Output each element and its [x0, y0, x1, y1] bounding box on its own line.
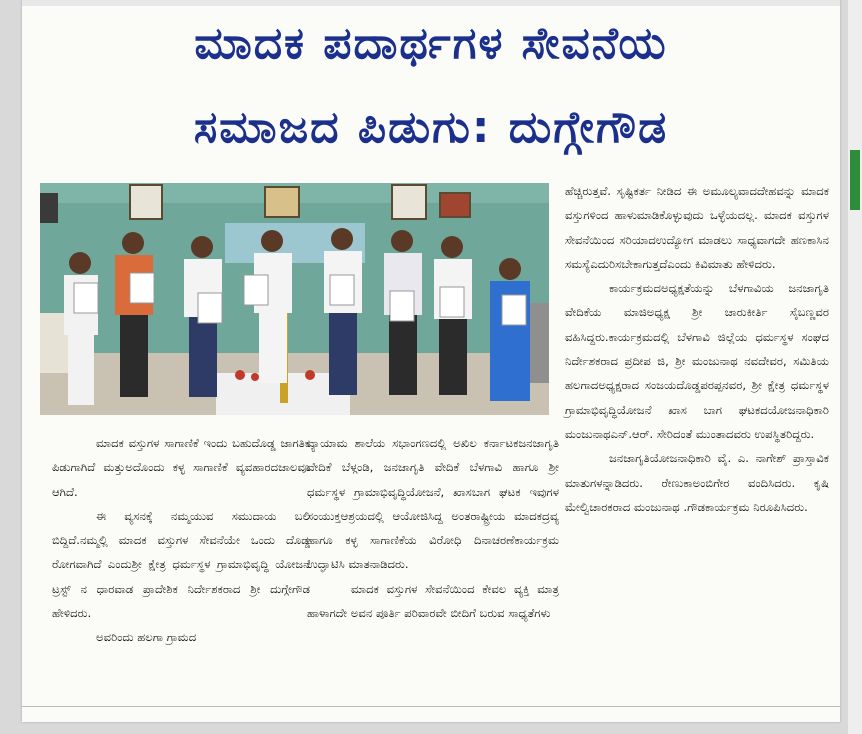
- headline-line-1: ಮಾದಕ ಪದಾರ್ಥಗಳ ಸೇವನೆಯ: [194, 18, 668, 69]
- col1-paragraph-1: ಮಾದಕ ವಸ್ತುಗಳ ಸಾಗಾಣಿಕೆ ಇಂದು ಬಹುದೊಡ್ಡ ಜಾಗತಿಕ ಪಿಡುಗಾಗಿದೆ ಮತ್ತುಅದೊಂದು ಕಳ್ಳ ಸಾಗಾಣಿಕೆ ವ್ಯವಹಾರದಜಾಲವೂ ಆಗಿದೆ.: [52, 436, 310, 499]
- wall-portrait-3: [392, 185, 426, 219]
- headline-line-2: ಸಮಾಜದ ಪಿಡುಗು: ದುಗ್ಗೇಗೌಡ: [193, 102, 669, 153]
- col3-paragraph-2: ಕಾರ್ಯಕ್ರಮದಅಧ್ಯಕ್ಷತೆಯನ್ನು ಬೆಳಗಾವಿಯ ಜನಜಾಗೃತಿ ವೇದಿಕೆಯ ಮಾಜಿಅಧ್ಯಕ್ಷ ಶ್ರೀ ಚಾರುಕೀರ್ತಿ ಸೈಬಣ್ಣವರ ವಹಿಸಿದ್ದರು.ಕಾರ್ಯಕ್ರಮದಲ್ಲಿ ಬೆಳಗಾವಿ ಜಿಲ್ಲೆಯ ಧರ್ಮಸ್ಥಳ ಸಂಘದ ನಿರ್ದೇಶಕರಾದ ಪ್ರದೀಪ ಜಿ, ಶ್ರೀ ಮಂಜುನಾಥ ನವದೇವರ, ಸಮಿತಿಯ ಹಲಗಾದಅಧ್ಯಕ್ಷರಾದ ಸಂಜಯದೊಡ್ಡಪರಪ್ಪನವರ, ಶ್ರೀ ಕ್ಷೇತ್ರ ಧರ್ಮಸ್ಥಳ ಗ್ರಾಮಾಭಿವೃದ್ಧಿಯೋಜನೆ ಖಾಸ ಬಾಗ ಘಟಕದಯೋಜನಾಧಿಕಾರಿ ಮಂಜುನಾಥಎನ್.ಆರ್. ಸೇರಿದಂತೆ ಮುಂತಾದವರು ಉಪಸ್ಥಿತರಿದ್ದರು.: [565, 281, 829, 441]
- col3-paragraph-1: ಹೆಚ್ಚಿರುತ್ತವೆ. ಸೃಷ್ಟಿಕರ್ತ ನೀಡಿದ ಈ ಅಮೂಲ್ಯವಾದದೇಹವನ್ನು ಮಾದಕ ವಸ್ತುಗಳಿಂದ ಹಾಳುಮಾಡಿಕೊಳ್ಳುವುದು ಒಳ್ಳೆಯದಲ್ಲ. ಮಾದಕ ವಸ್ತುಗಳ ಸೇವನೆಯಿಂದ ಸರಿಯಾದಉದ್ಯೋಗ ಮಾಡಲು ಸಾಧ್ಯವಾಗದೇ ಹಣಕಾಸಿನ ಸಮಸ್ಯೆಎದುರಿಸಬೇಕಾಗುತ್ತದೆಎಂದು ಕಿವಿಮಾತು ಹೇಳಿದರು.: [565, 184, 829, 271]
- col1-paragraph-3: ಅವರಿಂದು ಹಲಗಾ ಗ್ರಾಮದ: [96, 630, 197, 645]
- wall-portrait-2: [265, 187, 299, 217]
- col2-paragraph-2: ಮಾದಕ ವಸ್ತುಗಳ ಸೇವನೆಯಿಂದ ಕೇವಲ ವ್ಯಕ್ತಿ ಮಾತ್ರ ಹಾಳಾಗದೇ ಅವನ ಪೂರ್ತಿ ಪರಿವಾರವೇ ಬೀದಿಗೆ ಬರುವ ಸಾಧ್ಯತೆಗಳು: [307, 581, 559, 621]
- article-column-2: [307, 431, 559, 625]
- article-column-1: [52, 431, 310, 650]
- article-column-3: [565, 179, 829, 519]
- col2-paragraph-1: ವ್ಯಾಯಾಮ ಶಾಲೆಯ ಸಭಾಂಗಣದಲ್ಲಿ ಅಖಿಲ ಕರ್ನಾಟಕಜನಜಾಗೃತಿ ವೇದಿಕೆ ಬೆಳ್ಗಂಡಿ, ಜನಜಾಗೃತಿ ವೇದಿಕೆ ಬೆಳಗಾವಿ ಹಾಗೂ ಶ್ರೀ ಧರ್ಮಸ್ಥಳ ಗ್ರಾಮಾಭಿವೃದ್ಧಿಯೋಜನೆ, ಖಾಸಬಾಗ ಘಟಕ ಇವುಗಳ ಸಂಯುಕ್ತಆಶ್ರಯದಲ್ಲಿ ಆಯೋಜಿಸಿದ್ದ ಅಂತರಾಷ್ಟ್ರೀಯ ಮಾದಕದ್ರವ್ಯ ಹಾಗೂ ಕಳ್ಳ ಸಾಗಾಣಿಕೆಯ ವಿರೋಧಿ ದಿನಾಚರಣೆಕಾರ್ಯಕ್ರಮ ಉದ್ಘಾಟಿಸಿ ಮಾತನಾಡಿದರು.: [307, 436, 559, 572]
- adjacent-page-green-mark: [850, 150, 860, 210]
- top-border: [22, 0, 840, 6]
- event-photo: [40, 183, 549, 415]
- newspaper-clipping: [22, 0, 840, 722]
- col3-paragraph-3: ಜನಜಾಗೃತಿಯೋಜನಾಧಿಕಾರಿ ವೈ. ಎ. ನಾಗೇಶ್ ಪ್ರಾಸ್ತಾವಿಕ ಮಾತುಗಳನ್ನಾಡಿದರು. ರೇಣುಕಾಅಂಬಿಗೇರ ವಂದಿಸಿದರು. ಕೃಷಿ ಮೇಲ್ವಿಚಾರಕರಾದ ಮಂಜುನಾಥ .ಗೌಡಕಾರ್ಯಕ್ರಮ ನಿರೂಪಿಸಿದರು.: [565, 451, 829, 514]
- bottom-rule: [22, 706, 840, 707]
- wall-portrait-1: [130, 185, 162, 219]
- col1-paragraph-2: ಈ ವ್ಯಸನಕ್ಕೆ ನಮ್ಮಯುವ ಸಮುದಾಯ ಬಲಿ ಬಿದ್ದಿದೆ.ನಮ್ಮಲ್ಲಿ ಮಾದಕ ವಸ್ತುಗಳ ಸೇವನೆಯೇ ಒಂದು ದೊಡ್ಡ ರೋಗವಾಗಿದೆ ಎಂದುಶ್ರೀ ಕ್ಷೇತ್ರ ಧರ್ಮಸ್ಥಳ ಗ್ರಾಮಾಭಿವೃದ್ಧಿ ಯೋಜನೆ ಟ್ರಸ್ಟ್ ನ ಧಾರವಾಡ ಪ್ರಾದೇಶಿಕ ನಿರ್ದೇಶಕರಾದ ಶ್ರೀ ದುಗ್ಗೇಗೌಡ ಹೇಳಿದರು.: [52, 508, 310, 621]
- adjacent-page-edge: [848, 0, 862, 734]
